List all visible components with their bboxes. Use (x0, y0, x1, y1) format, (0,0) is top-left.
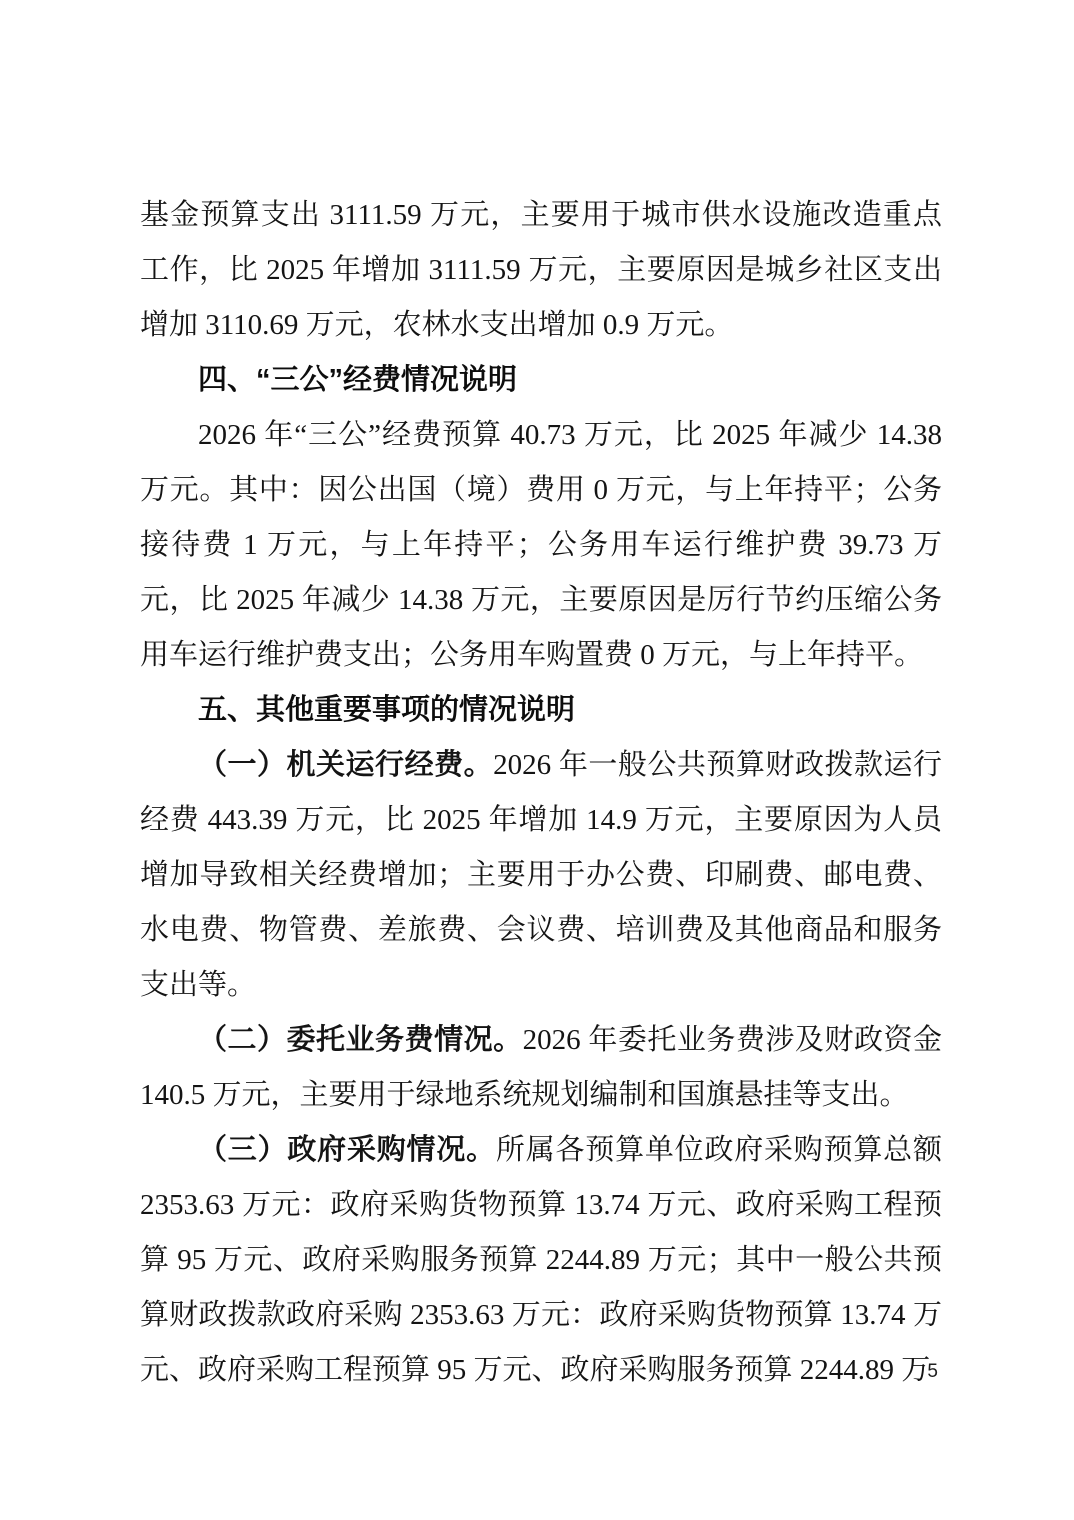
paragraph-entrusted-business-fee (140, 1013, 942, 1123)
paragraph-government-procurement (140, 1123, 942, 1398)
page-number: 5 (927, 1361, 938, 1382)
paragraph-agency-operating-costs (140, 738, 942, 1013)
paragraph-text-government-procurement: 所属各预算单位政府采购预算总额 2353.63 万元：政府采购货物预算 13.74 万元、政府采购工程预算 95 万元、政府采购服务预算 2244.89 万元；其中一般公共预算财政拨款政府采购 2353.63 万元：政府采购货物预算 13.74 万元、政府采购工程预算 95 万元、政府采购服务预算 2244.89 万 (140, 1134, 942, 1386)
section-heading-three-public-funds: 四、“三公”经费情况说明 (198, 364, 518, 396)
section-heading-other-important-matters: 五、其他重要事项的情况说明 (198, 694, 576, 726)
document-body (140, 188, 942, 1398)
paragraph-fund-budget-expenditure: 基金预算支出 3111.59 万元，主要用于城市供水设施改造重点工作，比 2025 年增加 3111.59 万元，主要原因是城乡社区支出增加 3110.69 万元，农林水支出增加 0.9 万元。 (140, 199, 942, 341)
paragraph-lead-agency-operating-costs: （一）机关运行经费。 (198, 749, 494, 781)
paragraph-text-agency-operating-costs: 2026 年一般公共预算财政拨款运行经费 443.39 万元，比 2025 年增加 14.9 万元，主要原因为人员增加导致相关经费增加；主要用于办公费、印刷费、邮电费、水电费、物管费、差旅费、会议费、培训费及其他商品和服务支出等。 (140, 749, 942, 1001)
paragraph-three-public-funds-detail: 2026 年“三公”经费预算 40.73 万元，比 2025 年减少 14.38 万元。其中：因公出国（境）费用 0 万元，与上年持平；公务接待费 1 万元，与上年持平；公务用车运行维护费 39.73 万元，比 2025 年减少 14.38 万元，主要原因是厉行节约压缩公务用车运行维护费支出；公务用车购置费 0 万元，与上年持平。 (140, 419, 942, 671)
paragraph-text-entrusted-business-fee: 2026 年委托业务费涉及财政资金 140.5 万元，主要用于绿地系统规划编制和国旗悬挂等支出。 (140, 1024, 942, 1111)
paragraph-lead-government-procurement: （三）政府采购情况。 (198, 1134, 496, 1166)
paragraph-lead-entrusted-business-fee: （二）委托业务费情况。 (198, 1024, 523, 1056)
